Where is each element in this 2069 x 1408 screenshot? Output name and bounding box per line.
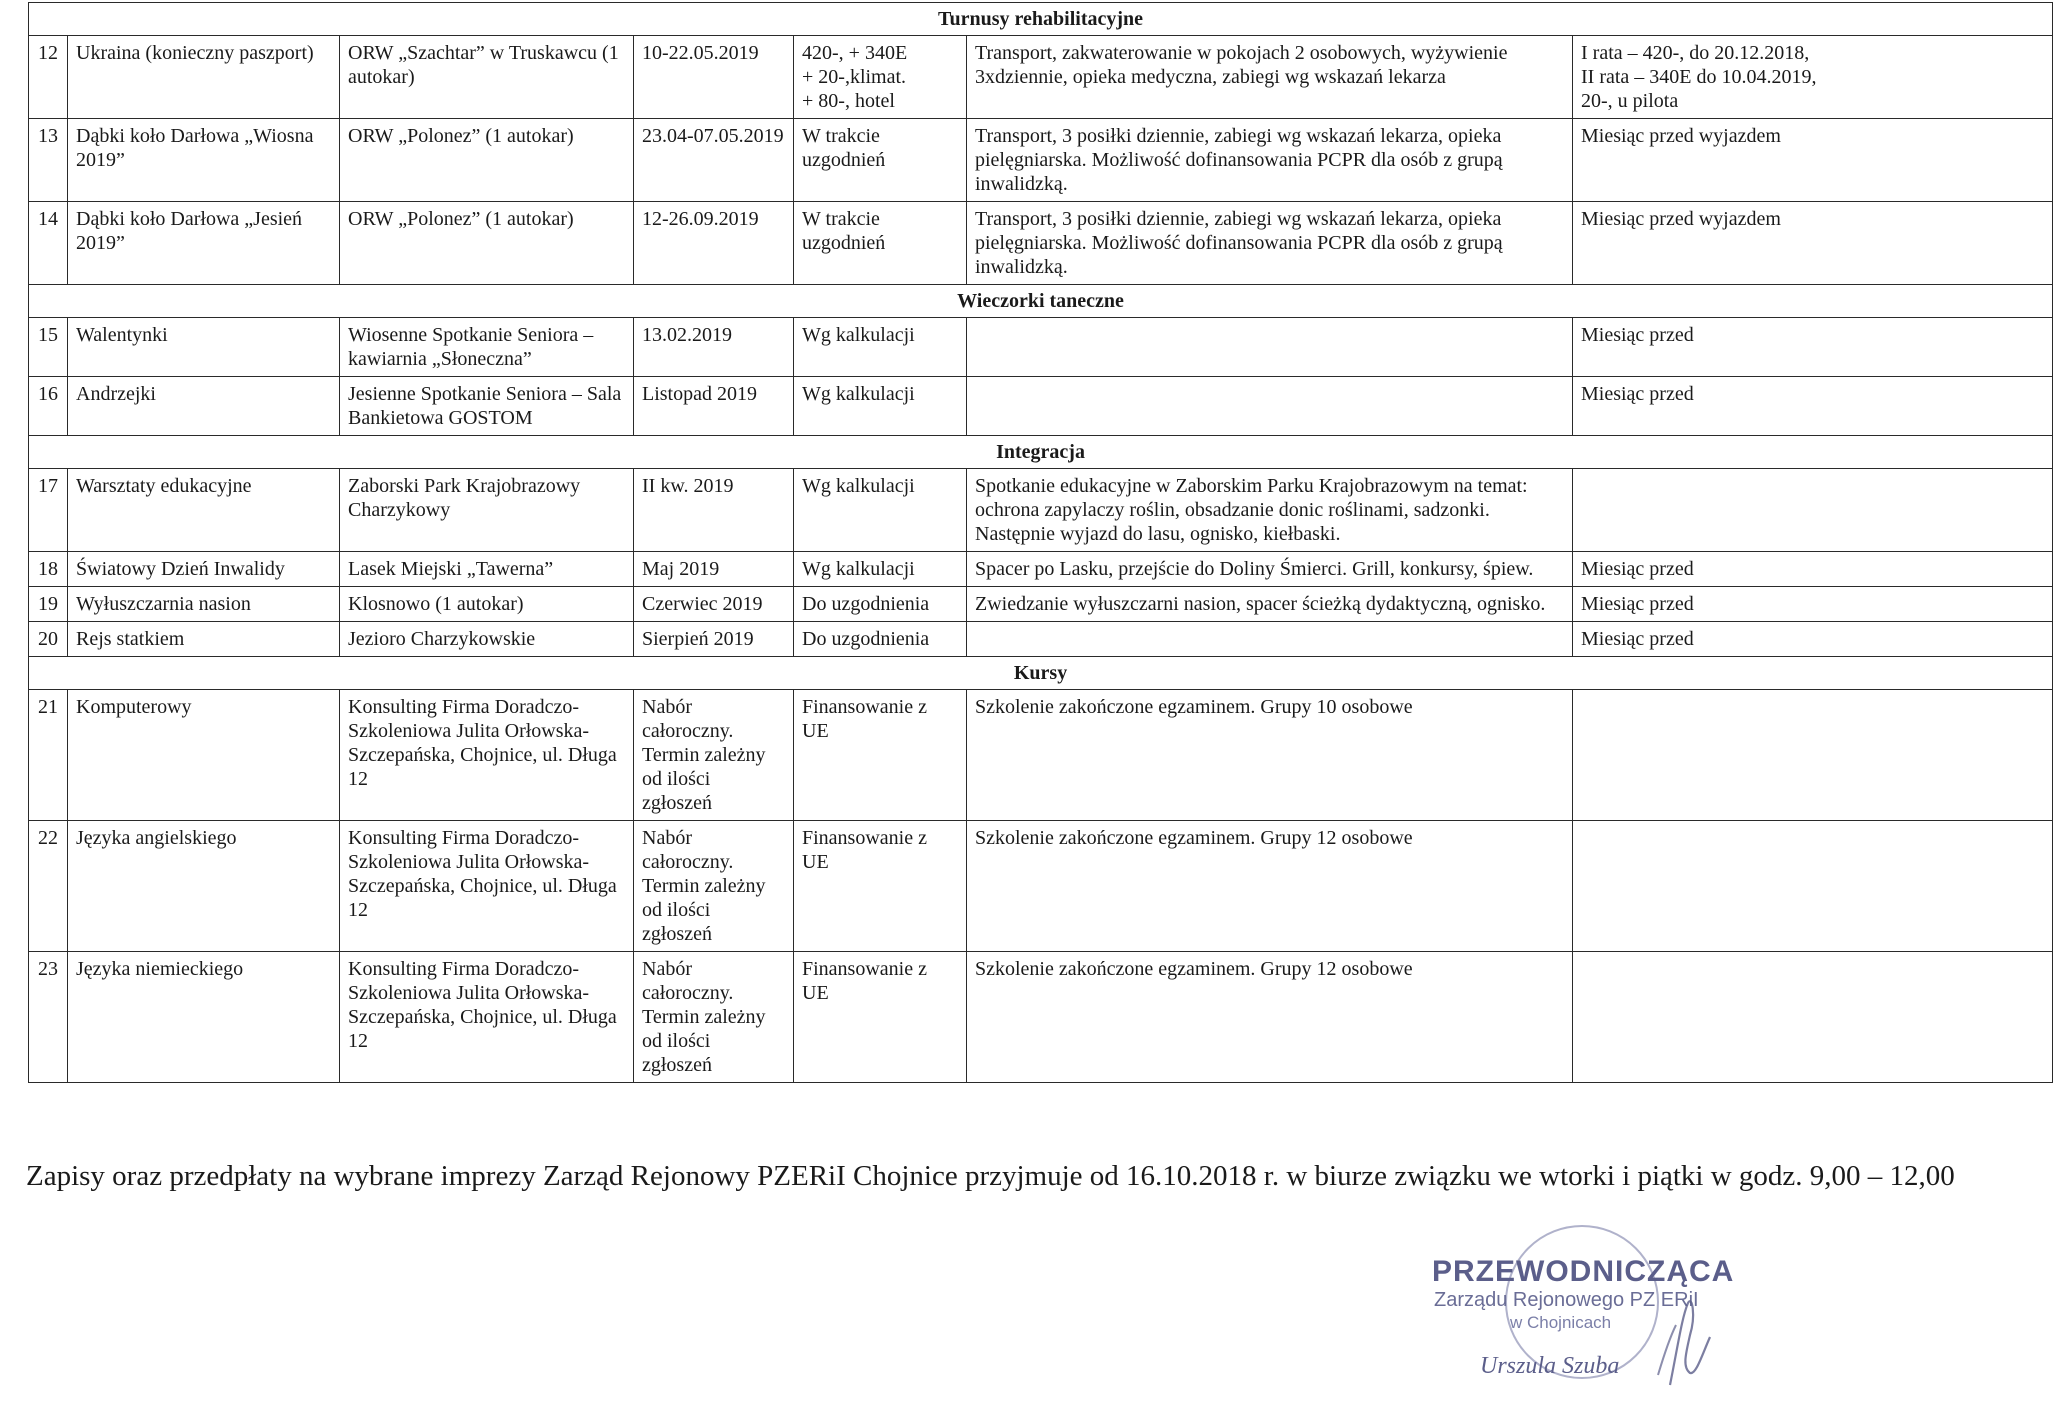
- payment-terms: Miesiąc przed: [1573, 622, 2053, 657]
- event-description: Spacer po Lasku, przejście do Doliny Śmierci. Grill, konkursy, śpiew.: [967, 552, 1573, 587]
- event-name: Światowy Dzień Inwalidy: [68, 552, 340, 587]
- table-row: [29, 318, 2053, 377]
- section-title: Integracja: [29, 436, 2053, 469]
- row-number: 15: [29, 318, 68, 377]
- event-place: Konsulting Firma Doradczo-Szkoleniowa Julita Orłowska-Szczepańska, Chojnice, ul. Długa 12: [340, 690, 634, 821]
- payment-terms: Miesiąc przed wyjazdem: [1573, 119, 2053, 202]
- event-date: Sierpień 2019: [634, 622, 794, 657]
- event-place: Klosnowo (1 autokar): [340, 587, 634, 622]
- row-number: 12: [29, 36, 68, 119]
- table-row: [29, 377, 2053, 436]
- event-description: Szkolenie zakończone egzaminem. Grupy 12 osobowe: [967, 952, 1573, 1083]
- event-cost: Finansowanie z UE: [794, 952, 967, 1083]
- event-name: Komputerowy: [68, 690, 340, 821]
- payment-terms: Miesiąc przed wyjazdem: [1573, 202, 2053, 285]
- event-name: Warsztaty edukacyjne: [68, 469, 340, 552]
- table-row: [29, 552, 2053, 587]
- event-cost: Do uzgodnienia: [794, 587, 967, 622]
- row-number: 18: [29, 552, 68, 587]
- event-cost: Wg kalkulacji: [794, 552, 967, 587]
- row-number: 16: [29, 377, 68, 436]
- event-place: Jesienne Spotkanie Seniora – Sala Bankietowa GOSTOM: [340, 377, 634, 436]
- event-place: Zaborski Park Krajobrazowy Charzykowy: [340, 469, 634, 552]
- payment-terms: Miesiąc przed: [1573, 552, 2053, 587]
- payment-terms: [1573, 690, 2053, 821]
- event-cost: Do uzgodnienia: [794, 622, 967, 657]
- event-cost: 420-, + 340E + 20-,klimat. + 80-, hotel: [794, 36, 967, 119]
- event-date: Czerwiec 2019: [634, 587, 794, 622]
- event-cost: Wg kalkulacji: [794, 377, 967, 436]
- payment-terms: [1573, 952, 2053, 1083]
- payment-terms: Miesiąc przed: [1573, 587, 2053, 622]
- event-place: Konsulting Firma Doradczo-Szkoleniowa Julita Orłowska-Szczepańska, Chojnice, ul. Długa 12: [340, 952, 634, 1083]
- event-cost: Wg kalkulacji: [794, 318, 967, 377]
- stamp-title: PRZEWODNICZĄCA: [1432, 1255, 1735, 1288]
- row-number: 19: [29, 587, 68, 622]
- event-date: Maj 2019: [634, 552, 794, 587]
- event-date: Nabór całoroczny. Termin zależny od ilości zgłoszeń: [634, 821, 794, 952]
- event-place: Konsulting Firma Doradczo-Szkoleniowa Julita Orłowska-Szczepańska, Chojnice, ul. Długa 12: [340, 821, 634, 952]
- table-body: [29, 3, 2053, 1083]
- row-number: 22: [29, 821, 68, 952]
- row-number: 13: [29, 119, 68, 202]
- footer-note: Zapisy oraz przedpłaty na wybrane imprezy Zarząd Rejonowy PZERiI Chojnice przyjmuje od 16.10.2018 r. w biurze związku we wtorki i piątki w godz. 9,00 – 12,00: [26, 1160, 1955, 1192]
- event-cost: W trakcie uzgodnień: [794, 202, 967, 285]
- signature-scribble-icon: [1420, 1225, 1740, 1405]
- event-date: 13.02.2019: [634, 318, 794, 377]
- event-place: Wiosenne Spotkanie Seniora – kawiarnia „Słoneczna”: [340, 318, 634, 377]
- row-number: 14: [29, 202, 68, 285]
- table-row: [29, 202, 2053, 285]
- table-row: [29, 622, 2053, 657]
- event-cost: Finansowanie z UE: [794, 690, 967, 821]
- event-description: Szkolenie zakończone egzaminem. Grupy 12 osobowe: [967, 821, 1573, 952]
- event-description: Spotkanie edukacyjne w Zaborskim Parku Krajobrazowym na temat: ochrona zapylaczy roślin, obsadzanie donic roślinami, sadzonki. Następnie wyjazd do lasu, ognisko, kiełbaski.: [967, 469, 1573, 552]
- stamp-line-2: w Chojnicach: [1510, 1313, 1612, 1332]
- event-date: Listopad 2019: [634, 377, 794, 436]
- event-date: 12-26.09.2019: [634, 202, 794, 285]
- section-title: Wieczorki taneczne: [29, 285, 2053, 318]
- event-description: [967, 377, 1573, 436]
- official-stamp: [1420, 1225, 1740, 1405]
- payment-terms: Miesiąc przed: [1573, 377, 2053, 436]
- table-row: [29, 36, 2053, 119]
- event-place: ORW „Polonez” (1 autokar): [340, 202, 634, 285]
- event-description: Szkolenie zakończone egzaminem. Grupy 10 osobowe: [967, 690, 1573, 821]
- event-description: Zwiedzanie wyłuszczarni nasion, spacer ścieżką dydaktyczną, ognisko.: [967, 587, 1573, 622]
- event-date: II kw. 2019: [634, 469, 794, 552]
- section-header: [29, 3, 2053, 36]
- row-number: 23: [29, 952, 68, 1083]
- event-name: Wyłuszczarnia nasion: [68, 587, 340, 622]
- event-name: Rejs statkiem: [68, 622, 340, 657]
- event-cost: Finansowanie z UE: [794, 821, 967, 952]
- event-description: Transport, 3 posiłki dziennie, zabiegi wg wskazań lekarza, opieka pielęgniarska. Możliwość dofinansowania PCPR dla osób z grupą inwalidzką.: [967, 119, 1573, 202]
- row-number: 20: [29, 622, 68, 657]
- event-date: Nabór całoroczny. Termin zależny od ilości zgłoszeń: [634, 690, 794, 821]
- payment-terms: [1573, 469, 2053, 552]
- event-name: Andrzejki: [68, 377, 340, 436]
- section-header: [29, 657, 2053, 690]
- event-date: 10-22.05.2019: [634, 36, 794, 119]
- event-description: Transport, zakwaterowanie w pokojach 2 osobowych, wyżywienie 3xdziennie, opieka medyczna, zabiegi wg wskazań lekarza: [967, 36, 1573, 119]
- table-row: [29, 952, 2053, 1083]
- event-name: Języka niemieckiego: [68, 952, 340, 1083]
- events-table: [28, 2, 2053, 1083]
- event-name: Ukraina (konieczny paszport): [68, 36, 340, 119]
- payment-terms: I rata – 420-, do 20.12.2018, II rata – 340E do 10.04.2019, 20-, u pilota: [1573, 36, 2053, 119]
- event-cost: W trakcie uzgodnień: [794, 119, 967, 202]
- payment-terms: [1573, 821, 2053, 952]
- row-number: 17: [29, 469, 68, 552]
- event-name: Języka angielskiego: [68, 821, 340, 952]
- event-description: [967, 318, 1573, 377]
- stamp-line-1: Zarządu Rejonowego PZ ERiI: [1434, 1289, 1699, 1311]
- event-name: Dąbki koło Darłowa „Wiosna 2019”: [68, 119, 340, 202]
- section-header: [29, 285, 2053, 318]
- table-row: [29, 119, 2053, 202]
- event-description: Transport, 3 posiłki dziennie, zabiegi wg wskazań lekarza, opieka pielęgniarska. Możliwość dofinansowania PCPR dla osób z grupą inwalidzką.: [967, 202, 1573, 285]
- event-place: Jezioro Charzykowskie: [340, 622, 634, 657]
- payment-terms: Miesiąc przed: [1573, 318, 2053, 377]
- event-name: Walentynki: [68, 318, 340, 377]
- event-date: Nabór całoroczny. Termin zależny od ilości zgłoszeń: [634, 952, 794, 1083]
- table-row: [29, 469, 2053, 552]
- section-header: [29, 436, 2053, 469]
- event-place: Lasek Miejski „Tawerna”: [340, 552, 634, 587]
- event-name: Dąbki koło Darłowa „Jesień 2019”: [68, 202, 340, 285]
- event-description: [967, 622, 1573, 657]
- row-number: 21: [29, 690, 68, 821]
- section-title: Turnusy rehabilitacyjne: [29, 3, 2053, 36]
- event-place: ORW „Polonez” (1 autokar): [340, 119, 634, 202]
- section-title: Kursy: [29, 657, 2053, 690]
- table-row: [29, 690, 2053, 821]
- table-row: [29, 821, 2053, 952]
- event-date: 23.04-07.05.2019: [634, 119, 794, 202]
- table-row: [29, 587, 2053, 622]
- stamp-signature: Urszula Szuba: [1480, 1353, 1620, 1379]
- event-cost: Wg kalkulacji: [794, 469, 967, 552]
- event-place: ORW „Szachtar” w Truskawcu (1 autokar): [340, 36, 634, 119]
